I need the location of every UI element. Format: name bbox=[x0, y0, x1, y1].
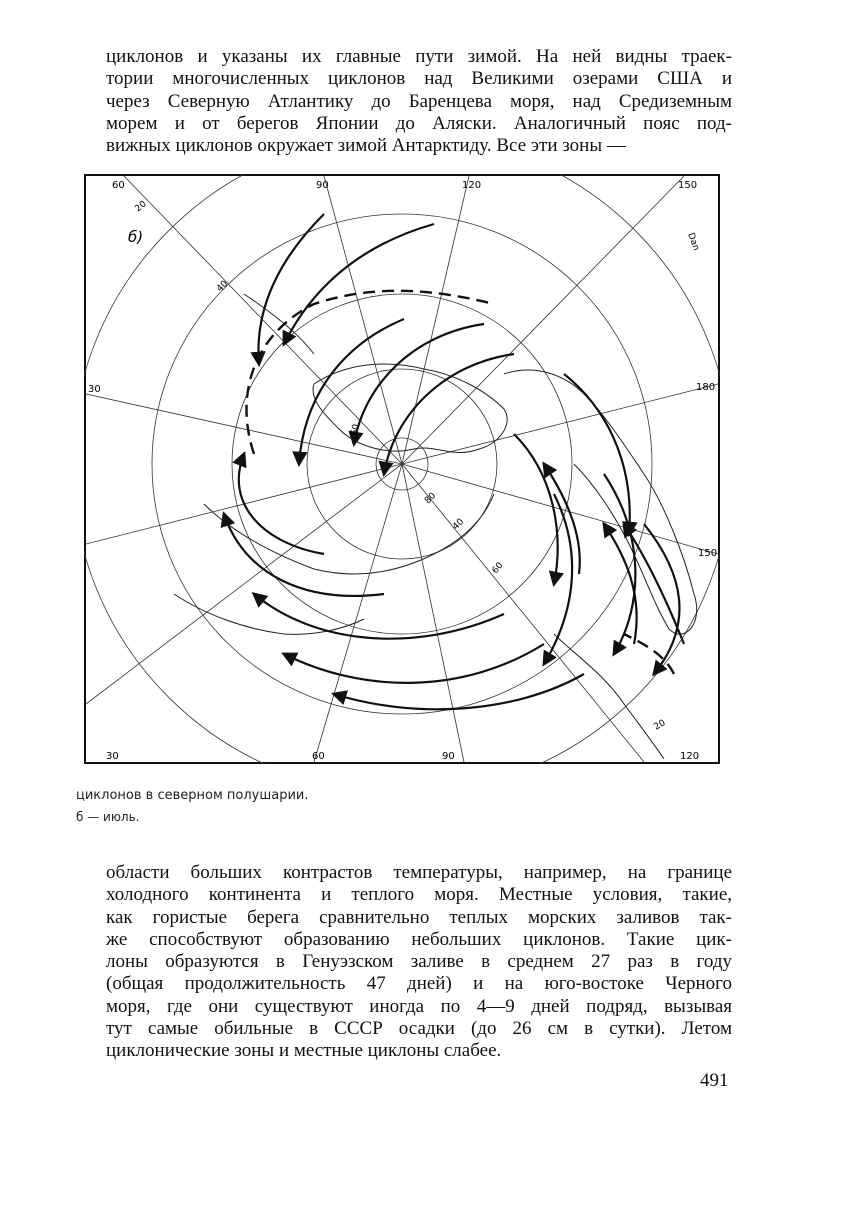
text-line: моря, где они существуют иногда по 4—9 дней подряд, вызывая bbox=[106, 995, 732, 1017]
top-scale-label: 60 bbox=[112, 180, 125, 191]
text-line: холодного континента и теплого моря. Местные условия, такие, bbox=[106, 884, 732, 906]
text-line: лоны образуются в Генуэзском заливе в среднем 27 раз в году bbox=[106, 951, 732, 973]
figure-caption: циклонов в северном полушарии. bbox=[76, 788, 309, 803]
figure-caption-sub: б — июль. bbox=[76, 810, 140, 824]
top-scale-label: 120 bbox=[462, 180, 482, 191]
latitude-label: 60 bbox=[490, 560, 506, 576]
cyclone-tracks-map bbox=[84, 174, 720, 764]
paragraph-bottom bbox=[106, 862, 732, 1063]
latitude-label: 40 bbox=[215, 278, 231, 295]
right-scale-label: 150 bbox=[698, 548, 718, 559]
panel-label: б) bbox=[128, 228, 144, 246]
text-line: как гористые берега сравнительно теплых морских заливов так- bbox=[106, 906, 732, 928]
bottom-scale-label: 60 bbox=[312, 751, 325, 762]
paragraph-top bbox=[106, 46, 732, 157]
text-line: (общая продолжительность 47 дней) и на юго-востоке Черного bbox=[106, 973, 732, 995]
text-line: морем и от берегов Японии до Аляски. Аналогичный пояс под- bbox=[106, 112, 732, 134]
text-line: области больших контрастов температуры, например, на границе bbox=[106, 862, 732, 883]
text-line: тут самые обильные в СССР осадки (до 26 см в сутки). Летом bbox=[106, 1018, 732, 1040]
cyclone-tracks bbox=[224, 214, 684, 709]
top-scale-label: 150 bbox=[678, 180, 698, 191]
text-line: циклонов и указаны их главные пути зимой. На ней видны траек- bbox=[106, 46, 732, 67]
left-scale-label: 30 bbox=[88, 384, 101, 395]
latitude-label: 40 bbox=[451, 516, 467, 533]
coastlines bbox=[174, 294, 697, 759]
latitude-label: 60 bbox=[349, 423, 362, 437]
text-line: через Северную Атлантику до Баренцева моря, над Средиземным bbox=[106, 90, 732, 112]
text-line: же способствуют образованию небольших циклонов. Такие цик- bbox=[106, 928, 732, 950]
latitude-label: 80 bbox=[423, 490, 439, 507]
corner-label: Dan bbox=[685, 231, 701, 253]
page-number: 491 bbox=[700, 1070, 729, 1091]
bottom-scale-label: 120 bbox=[680, 751, 700, 762]
bottom-scale-label: 90 bbox=[442, 751, 455, 762]
text-line: вижных циклонов окружает зимой Антарктиду. Все эти зоны — bbox=[106, 135, 626, 157]
text-line: тории многочисленных циклонов над Великими озерами США и bbox=[106, 68, 732, 90]
text-line: циклонические зоны и местные циклоны слабее. bbox=[106, 1040, 502, 1062]
top-scale-label: 90 bbox=[316, 180, 329, 191]
latitude-label: 20 bbox=[652, 718, 668, 733]
latitude-label: 20 bbox=[133, 199, 149, 215]
bottom-scale-label: 30 bbox=[106, 751, 119, 762]
right-scale-label: 180 bbox=[696, 382, 716, 393]
